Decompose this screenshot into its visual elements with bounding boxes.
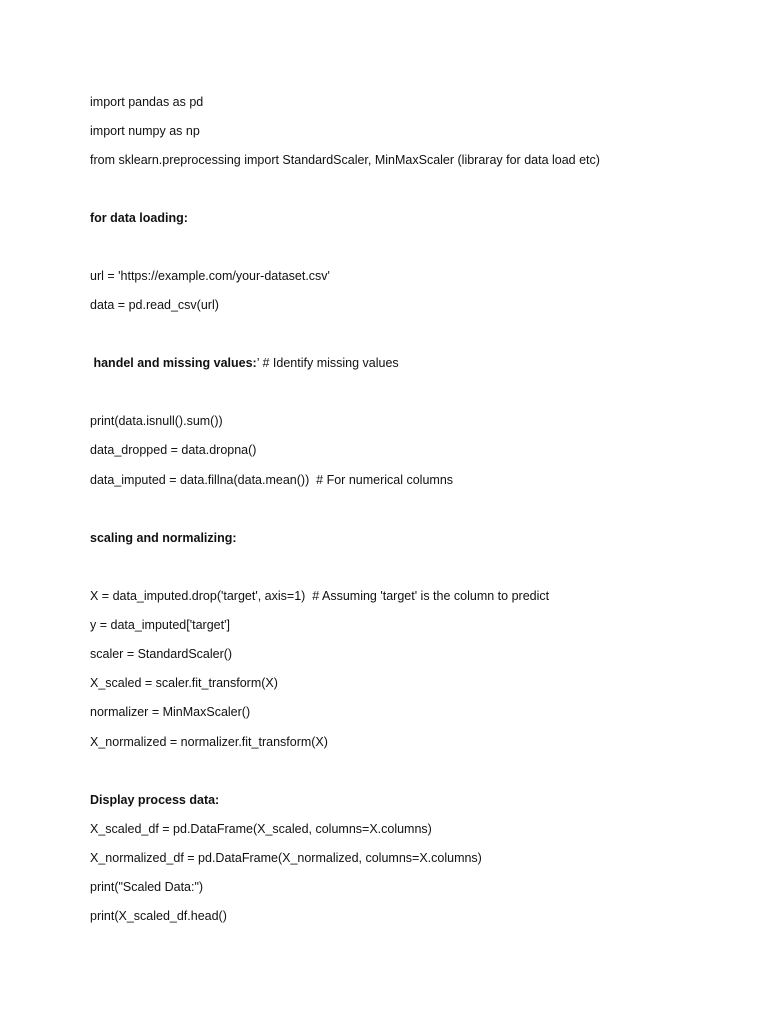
line-text: ’ # Identify missing values — [256, 356, 399, 370]
line-text: X_scaled = scaler.fit_transform(X) — [90, 676, 278, 690]
line-text: print(data.isnull().sum()) — [90, 414, 223, 428]
line-text: scaler = StandardScaler() — [90, 647, 233, 661]
line-text: data_imputed = data.fillna(data.mean()) # For numerical columns — [90, 473, 454, 487]
code-line — [90, 734, 328, 750]
code-line — [90, 908, 227, 924]
code-line — [90, 704, 250, 720]
line-text: import pandas as pd — [90, 95, 204, 109]
heading-text: scaling and normalizing: — [90, 531, 237, 545]
code-line — [90, 617, 230, 633]
section-heading — [90, 792, 219, 808]
line-text: import numpy as np — [90, 124, 200, 138]
heading-text: handel and missing values: — [90, 356, 257, 370]
line-text: normalizer = MinMaxScaler() — [90, 705, 251, 719]
code-line — [90, 472, 453, 488]
code-line — [90, 821, 432, 837]
code-line — [90, 297, 219, 313]
code-line — [90, 413, 223, 429]
line-text: url = 'https://example.com/your-dataset.csv' — [90, 269, 330, 283]
line-text: X_normalized = normalizer.fit_transform(X) — [90, 735, 328, 749]
section-heading — [90, 210, 188, 226]
line-text: data = pd.read_csv(url) — [90, 298, 219, 312]
code-line — [90, 123, 200, 139]
line-text: data_dropped = data.dropna() — [90, 443, 257, 457]
code-line — [90, 879, 203, 895]
section-heading — [90, 530, 237, 546]
code-line — [90, 94, 203, 110]
code-line — [90, 675, 278, 691]
code-line — [90, 850, 482, 866]
code-line — [90, 152, 600, 168]
code-line — [90, 646, 232, 662]
line-text: print("Scaled Data:") — [90, 880, 204, 894]
line-text: X = data_imputed.drop('target', axis=1) # Assuming 'target' is the column to predict — [90, 589, 550, 603]
line-text: y = data_imputed['target'] — [90, 618, 230, 632]
line-text: from sklearn.preprocessing import StandardScaler, MinMaxScaler (libraray for data load etc) — [90, 153, 600, 167]
code-line — [90, 588, 549, 604]
line-text: X_normalized_df = pd.DataFrame(X_normalized, columns=X.columns) — [90, 851, 482, 865]
code-line — [90, 268, 330, 284]
line-text: print(X_scaled_df.head() — [90, 909, 227, 923]
code-line — [90, 442, 256, 458]
line-text: X_scaled_df = pd.DataFrame(X_scaled, columns=X.columns) — [90, 822, 432, 836]
heading-text: Display process data: — [90, 793, 220, 807]
heading-text: for data loading: — [90, 211, 188, 225]
code-line — [90, 355, 399, 371]
